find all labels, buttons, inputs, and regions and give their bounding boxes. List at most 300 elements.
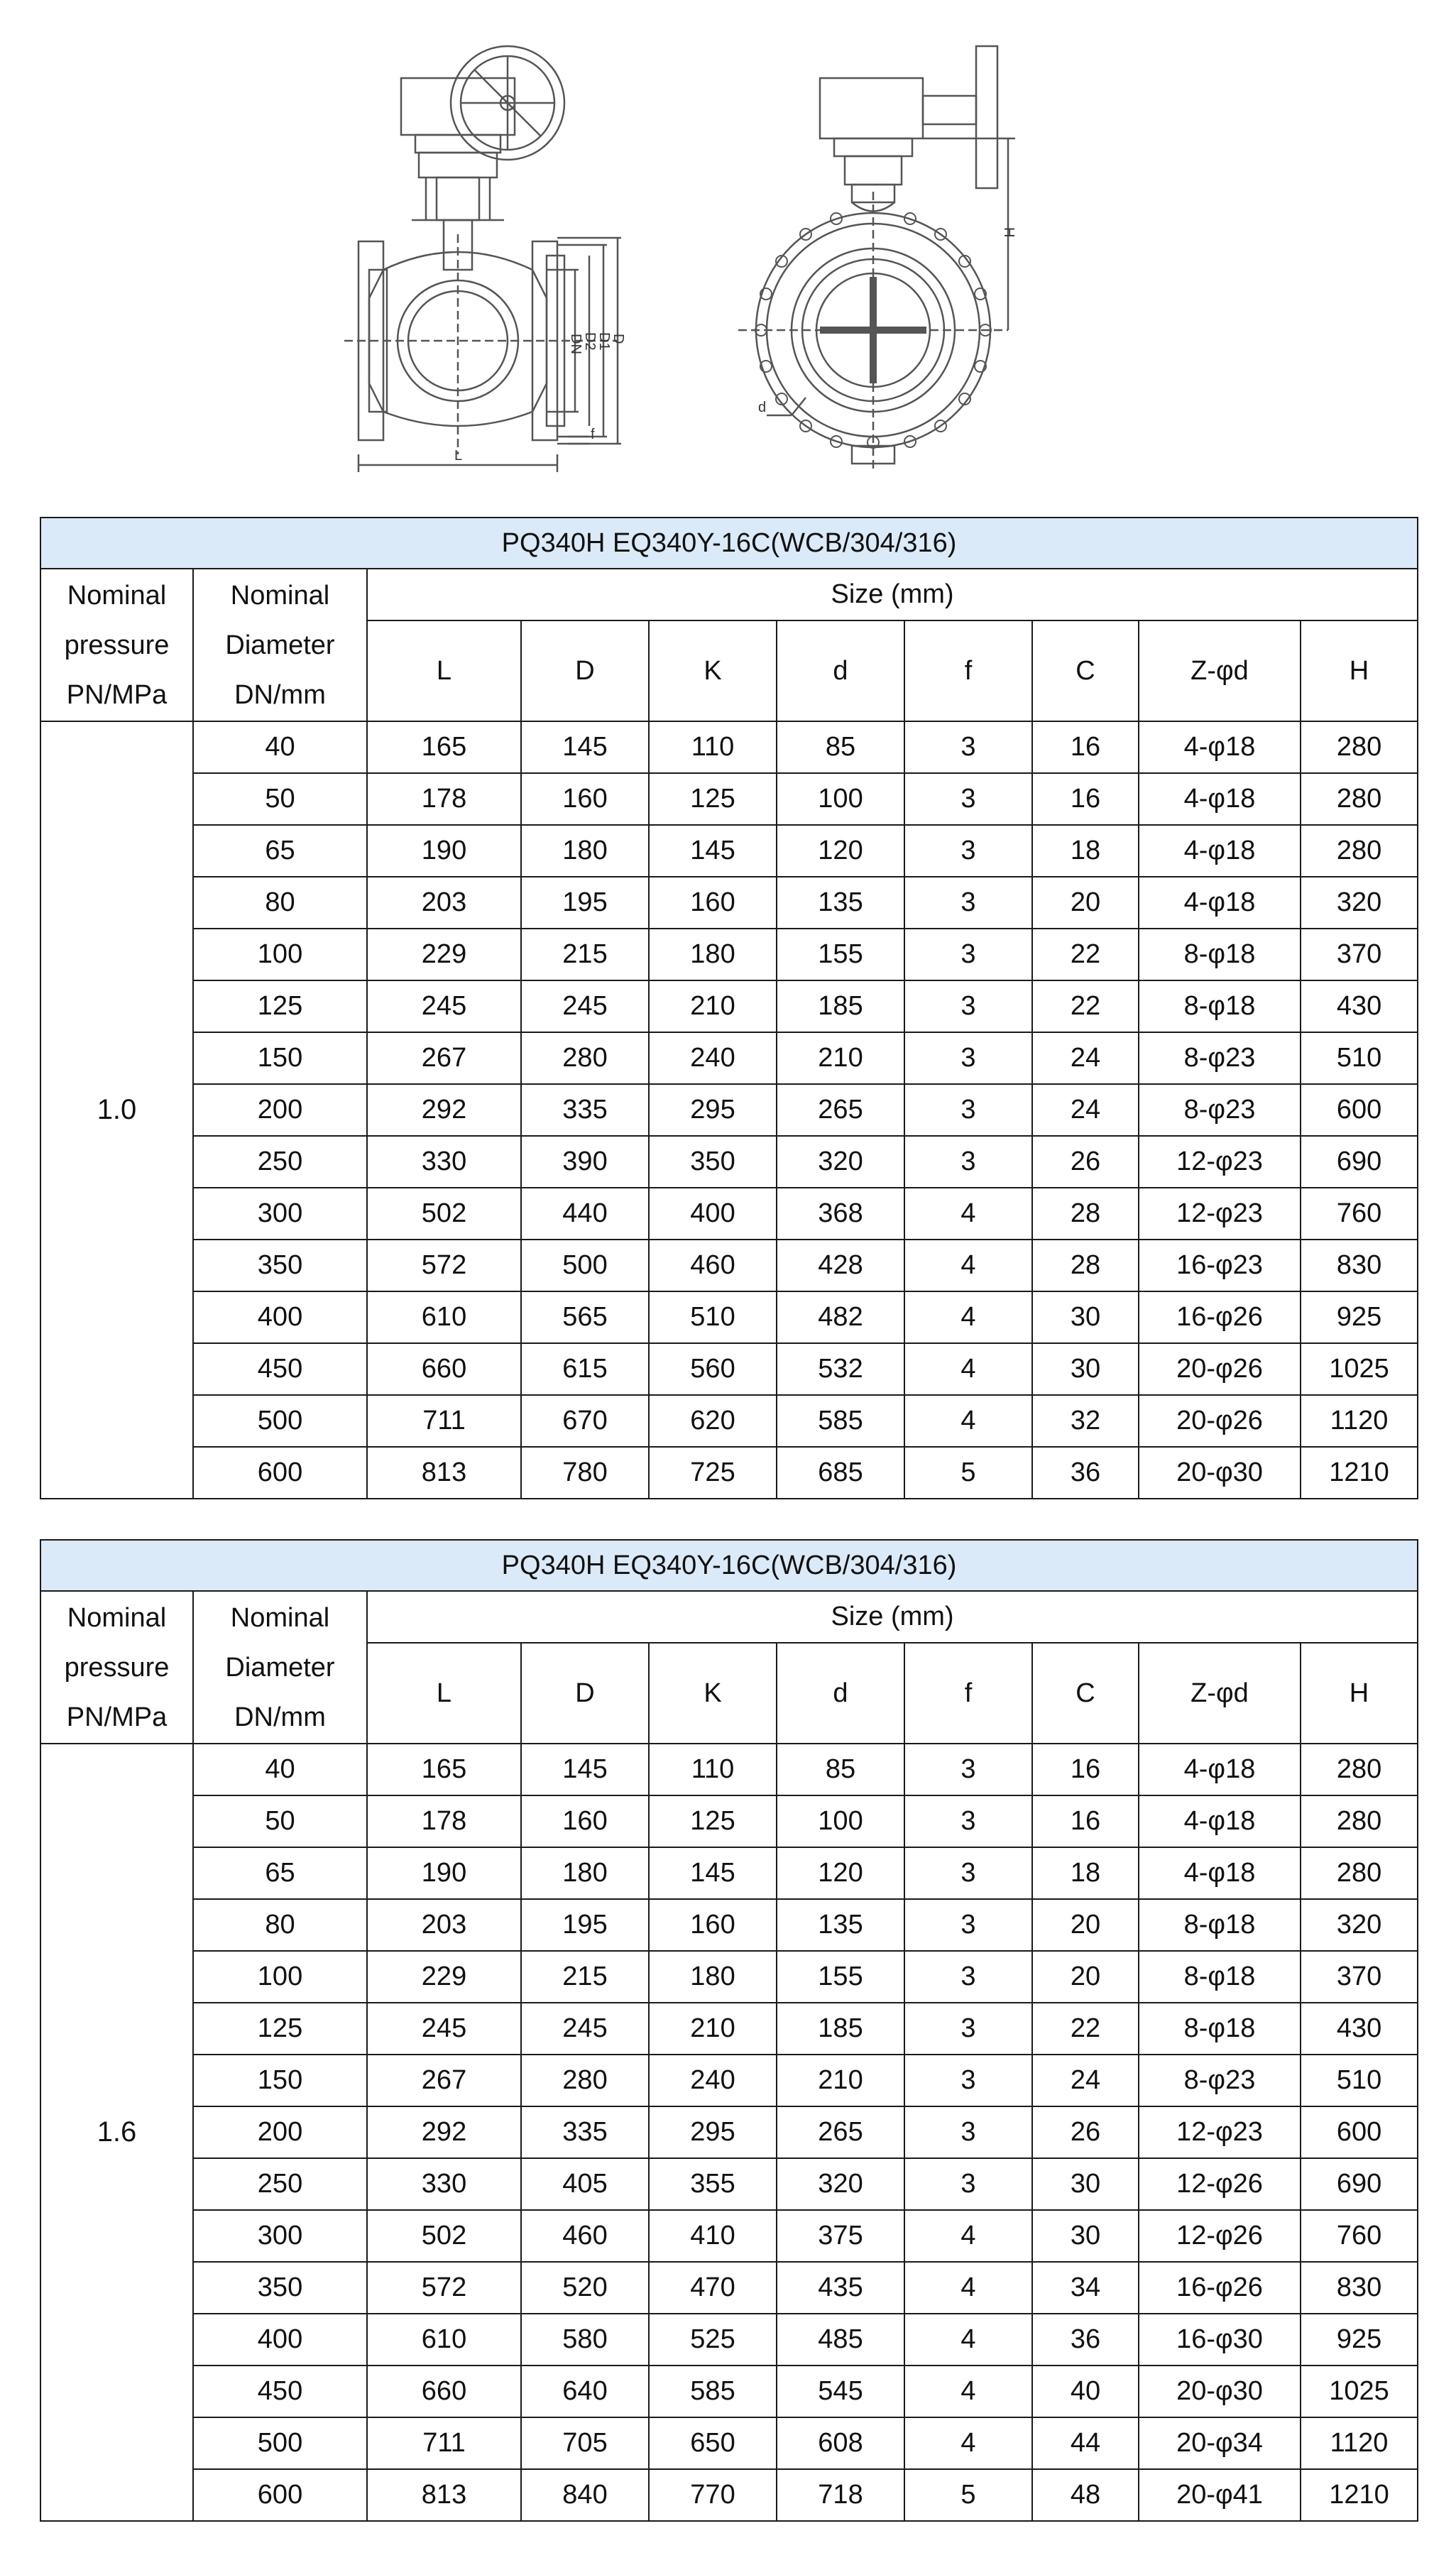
size-cell: 650 [649,2417,777,2469]
size-cell: 135 [777,877,904,929]
table-row [40,1188,1418,1240]
header-size: Size (mm) [367,1591,1418,1643]
size-cell: 1210 [1301,2469,1418,2521]
size-cell: 125 [649,1795,777,1847]
size-cell: 390 [521,1136,649,1188]
size-cell: 718 [777,2469,904,2521]
size-cell: 100 [777,773,904,825]
table-row [40,1899,1418,1951]
table-row [40,2314,1418,2366]
size-cell: 165 [367,1744,521,1795]
size-cell: 85 [777,1744,904,1795]
size-cell: 190 [367,825,521,877]
table-row [40,1951,1418,2003]
table-row [40,1395,1418,1447]
size-cell: 280 [521,1032,649,1084]
size-cell: 320 [1301,1899,1418,1951]
size-cell: 185 [777,980,904,1032]
column-header: H [1301,620,1418,721]
column-header: d [777,1643,904,1744]
size-cell: 145 [649,825,777,877]
size-cell: 770 [649,2469,777,2521]
size-cell: 5 [904,1447,1032,1499]
size-cell: 830 [1301,1240,1418,1291]
label-d: D [611,334,626,344]
diameter-cell: 250 [193,2158,367,2210]
size-cell: 180 [649,1951,777,2003]
size-cell: 12-φ23 [1139,1136,1301,1188]
size-cell: 210 [649,980,777,1032]
size-cell: 330 [367,2158,521,2210]
size-cell: 280 [1301,773,1418,825]
size-cell: 180 [521,1847,649,1899]
size-cell: 3 [904,721,1032,773]
size-cell: 12-φ26 [1139,2158,1301,2210]
size-cell: 3 [904,929,1032,980]
size-cell: 560 [649,1343,777,1395]
size-cell: 3 [904,2106,1032,2158]
size-cell: 145 [521,1744,649,1795]
size-cell: 185 [777,2003,904,2055]
diameter-cell: 300 [193,1188,367,1240]
size-cell: 32 [1032,1395,1139,1447]
size-cell: 470 [649,2262,777,2314]
size-cell: 335 [521,1084,649,1136]
size-cell: 160 [649,1899,777,1951]
label-d1: D1 [596,332,612,351]
size-cell: 280 [1301,1744,1418,1795]
column-header: Z-φd [1139,1643,1301,1744]
size-cell: 1210 [1301,1447,1418,1499]
size-cell: 482 [777,1291,904,1343]
size-cell: 780 [521,1447,649,1499]
size-cell: 440 [521,1188,649,1240]
table-row [40,1084,1418,1136]
size-cell: 690 [1301,2158,1418,2210]
size-cell: 24 [1032,1084,1139,1136]
size-cell: 190 [367,1847,521,1899]
size-cell: 178 [367,773,521,825]
size-cell: 125 [649,773,777,825]
column-header: C [1032,1643,1139,1744]
size-cell: 110 [649,1744,777,1795]
size-cell: 100 [777,1795,904,1847]
size-cell: 430 [1301,2003,1418,2055]
diameter-cell: 150 [193,2055,367,2106]
size-cell: 3 [904,877,1032,929]
disc-cross [820,277,926,383]
header-nominal-pressure: Nominal pressure PN/MPa [40,569,193,721]
table-row [40,2003,1418,2055]
size-cell: 510 [1301,1032,1418,1084]
size-cell: 585 [777,1395,904,1447]
size-cell: 245 [367,980,521,1032]
size-cell: 4 [904,2210,1032,2262]
size-cell: 925 [1301,1291,1418,1343]
diameter-cell: 150 [193,1032,367,1084]
size-cell: 813 [367,2469,521,2521]
size-cell: 705 [521,2417,649,2469]
size-cell: 615 [521,1343,649,1395]
size-cell: 3 [904,1899,1032,1951]
size-cell: 4 [904,1395,1032,1447]
size-cell: 265 [777,1084,904,1136]
size-cell: 155 [777,929,904,980]
size-cell: 350 [649,1136,777,1188]
size-cell: 670 [521,1395,649,1447]
diameter-cell: 200 [193,1084,367,1136]
size-cell: 585 [649,2366,777,2417]
table-row [40,721,1418,773]
size-cell: 24 [1032,2055,1139,2106]
size-cell: 760 [1301,2210,1418,2262]
diameter-cell: 40 [193,721,367,773]
size-cell: 3 [904,2055,1032,2106]
size-cell: 292 [367,1084,521,1136]
size-cell: 245 [521,980,649,1032]
diameter-cell: 250 [193,1136,367,1188]
table-row [40,773,1418,825]
size-cell: 4-φ18 [1139,773,1301,825]
diameter-cell: 450 [193,2366,367,2417]
size-cell: 8-φ18 [1139,929,1301,980]
diameter-cell: 450 [193,1343,367,1395]
diameter-cell: 40 [193,1744,367,1795]
size-cell: 26 [1032,2106,1139,2158]
size-cell: 500 [521,1240,649,1291]
header-nominal-diameter: Nominal Diameter DN/mm [193,569,367,721]
size-cell: 16-φ26 [1139,2262,1301,2314]
size-cell: 280 [1301,1847,1418,1899]
diameter-cell: 100 [193,929,367,980]
size-cell: 8-φ23 [1139,1084,1301,1136]
size-cell: 600 [1301,2106,1418,2158]
table-row [40,1795,1418,1847]
size-cell: 40 [1032,2366,1139,2417]
size-cell: 16 [1032,1744,1139,1795]
size-cell: 229 [367,929,521,980]
header-nominal-diameter: Nominal Diameter DN/mm [193,1591,367,1744]
label-h: H [1001,227,1017,238]
size-cell: 600 [1301,1084,1418,1136]
size-cell: 195 [521,877,649,929]
size-cell: 4 [904,2314,1032,2366]
size-cell: 610 [367,2314,521,2366]
size-cell: 368 [777,1188,904,1240]
end-view [738,46,1015,469]
size-cell: 20-φ30 [1139,1447,1301,1499]
size-cell: 36 [1032,2314,1139,2366]
column-header: D [521,1643,649,1744]
size-cell: 4-φ18 [1139,1795,1301,1847]
table-row [40,2366,1418,2417]
size-cell: 840 [521,2469,649,2521]
label-f: f [591,427,595,442]
size-cell: 295 [649,1084,777,1136]
size-cell: 400 [649,1188,777,1240]
size-cell: 610 [367,1291,521,1343]
size-cell: 430 [1301,980,1418,1032]
size-cell: 280 [1301,721,1418,773]
table-row [40,877,1418,929]
size-cell: 22 [1032,929,1139,980]
size-cell: 3 [904,2003,1032,2055]
size-cell: 4 [904,1291,1032,1343]
table-title: PQ340H EQ340Y-16C(WCB/304/316) [40,518,1418,569]
size-cell: 330 [367,1136,521,1188]
size-cell: 525 [649,2314,777,2366]
size-cell: 160 [521,1795,649,1847]
pressure-cell: 1.0 [40,721,193,1499]
size-cell: 3 [904,980,1032,1032]
size-cell: 1120 [1301,1395,1418,1447]
size-cell: 502 [367,1188,521,1240]
size-cell: 30 [1032,2210,1139,2262]
size-cell: 20-φ26 [1139,1343,1301,1395]
size-cell: 229 [367,1951,521,2003]
size-cell: 48 [1032,2469,1139,2521]
size-cell: 3 [904,825,1032,877]
size-cell: 410 [649,2210,777,2262]
diameter-cell: 125 [193,980,367,1032]
size-cell: 135 [777,1899,904,1951]
diameter-cell: 600 [193,1447,367,1499]
size-cell: 195 [521,1899,649,1951]
size-cell: 245 [521,2003,649,2055]
size-cell: 3 [904,773,1032,825]
diameter-cell: 400 [193,1291,367,1343]
size-cell: 16-φ30 [1139,2314,1301,2366]
size-cell: 3 [904,1951,1032,2003]
diameter-cell: 50 [193,773,367,825]
size-cell: 267 [367,2055,521,2106]
size-cell: 660 [367,1343,521,1395]
size-cell: 165 [367,721,521,773]
pressure-cell: 1.6 [40,1744,193,2521]
size-cell: 545 [777,2366,904,2417]
size-cell: 85 [777,721,904,773]
size-cell: 8-φ18 [1139,980,1301,1032]
size-cell: 20 [1032,1899,1139,1951]
size-cell: 5 [904,2469,1032,2521]
size-cell: 4 [904,2417,1032,2469]
size-cell: 16-φ26 [1139,1291,1301,1343]
diameter-cell: 600 [193,2469,367,2521]
diameter-cell: 50 [193,1795,367,1847]
size-cell: 3 [904,2158,1032,2210]
spec-table-pn-1-0 [40,517,1418,1499]
size-cell: 925 [1301,2314,1418,2366]
size-cell: 265 [777,2106,904,2158]
column-header: d [777,620,904,721]
size-cell: 20-φ26 [1139,1395,1301,1447]
size-cell: 1025 [1301,1343,1418,1395]
header-size: Size (mm) [367,569,1418,620]
size-cell: 36 [1032,1447,1139,1499]
table-row [40,1240,1418,1291]
size-cell: 120 [777,825,904,877]
size-cell: 180 [521,825,649,877]
table-title: PQ340H EQ340Y-16C(WCB/304/316) [40,1540,1418,1591]
table-row [40,1847,1418,1899]
size-cell: 4 [904,2262,1032,2314]
size-cell: 4 [904,1240,1032,1291]
table-row [40,1744,1418,1795]
size-cell: 20-φ34 [1139,2417,1301,2469]
diameter-cell: 350 [193,2262,367,2314]
size-cell: 335 [521,2106,649,2158]
size-cell: 16-φ23 [1139,1240,1301,1291]
size-cell: 355 [649,2158,777,2210]
size-cell: 245 [367,2003,521,2055]
size-cell: 3 [904,1744,1032,1795]
size-cell: 20-φ30 [1139,2366,1301,2417]
column-header: K [649,1643,777,1744]
diameter-cell: 65 [193,1847,367,1899]
size-cell: 240 [649,2055,777,2106]
size-cell: 280 [521,2055,649,2106]
size-cell: 830 [1301,2262,1418,2314]
valve-technical-drawing [0,0,1456,497]
spec-table-pn-1-6 [40,1539,1418,2522]
size-cell: 685 [777,1447,904,1499]
size-cell: 8-φ18 [1139,1899,1301,1951]
diameter-cell: 100 [193,1951,367,2003]
size-cell: 12-φ23 [1139,1188,1301,1240]
size-cell: 12-φ23 [1139,2106,1301,2158]
table-row [40,2210,1418,2262]
table-row [40,980,1418,1032]
diameter-cell: 350 [193,1240,367,1291]
diameter-cell: 300 [193,2210,367,2262]
table-row [40,1032,1418,1084]
table-row [40,2158,1418,2210]
size-cell: 160 [521,773,649,825]
size-cell: 405 [521,2158,649,2210]
size-cell: 620 [649,1395,777,1447]
size-cell: 203 [367,877,521,929]
column-header: f [904,620,1032,721]
size-cell: 435 [777,2262,904,2314]
size-cell: 120 [777,1847,904,1899]
size-cell: 8-φ18 [1139,2003,1301,2055]
size-cell: 160 [649,877,777,929]
size-cell: 1120 [1301,2417,1418,2469]
size-cell: 460 [649,1240,777,1291]
size-cell: 572 [367,2262,521,2314]
diameter-cell: 80 [193,1899,367,1951]
size-cell: 370 [1301,929,1418,980]
diameter-cell: 400 [193,2314,367,2366]
diameter-cell: 500 [193,1395,367,1447]
size-cell: 565 [521,1291,649,1343]
size-cell: 8-φ23 [1139,2055,1301,2106]
label-hole-d: d [758,400,767,415]
size-cell: 320 [1301,877,1418,929]
size-cell: 428 [777,1240,904,1291]
diameter-cell: 125 [193,2003,367,2055]
size-cell: 4 [904,2366,1032,2417]
table-row [40,929,1418,980]
size-cell: 24 [1032,1032,1139,1084]
size-cell: 34 [1032,2262,1139,2314]
size-cell: 28 [1032,1188,1139,1240]
size-cell: 18 [1032,825,1139,877]
size-cell: 4-φ18 [1139,721,1301,773]
size-cell: 660 [367,2366,521,2417]
size-cell: 608 [777,2417,904,2469]
size-cell: 30 [1032,2158,1139,2210]
size-cell: 520 [521,2262,649,2314]
column-header: H [1301,1643,1418,1744]
size-cell: 4-φ18 [1139,1744,1301,1795]
size-cell: 4-φ18 [1139,825,1301,877]
label-d2: D2 [582,332,598,351]
size-cell: 813 [367,1447,521,1499]
size-cell: 22 [1032,2003,1139,2055]
size-cell: 18 [1032,1847,1139,1899]
size-cell: 320 [777,1136,904,1188]
table-row [40,2469,1418,2521]
size-cell: 180 [649,929,777,980]
size-cell: 370 [1301,1951,1418,2003]
size-cell: 30 [1032,1291,1139,1343]
size-cell: 295 [649,2106,777,2158]
size-cell: 4 [904,1188,1032,1240]
size-cell: 178 [367,1795,521,1847]
size-cell: 3 [904,1136,1032,1188]
column-header: K [649,620,777,721]
size-cell: 4-φ18 [1139,877,1301,929]
table-row [40,825,1418,877]
column-header: L [367,620,521,721]
size-cell: 580 [521,2314,649,2366]
size-cell: 210 [649,2003,777,2055]
size-cell: 485 [777,2314,904,2366]
size-cell: 3 [904,1795,1032,1847]
size-cell: 16 [1032,773,1139,825]
table-row [40,1136,1418,1188]
size-cell: 460 [521,2210,649,2262]
size-cell: 203 [367,1899,521,1951]
table-row [40,2106,1418,2158]
column-header: C [1032,620,1139,721]
size-cell: 240 [649,1032,777,1084]
size-cell: 20 [1032,1951,1139,2003]
size-cell: 8-φ23 [1139,1032,1301,1084]
size-cell: 510 [1301,2055,1418,2106]
size-cell: 280 [1301,1795,1418,1847]
size-cell: 215 [521,1951,649,2003]
table-row [40,2262,1418,2314]
diameter-cell: 500 [193,2417,367,2469]
size-cell: 155 [777,1951,904,2003]
size-cell: 572 [367,1240,521,1291]
size-cell: 292 [367,2106,521,2158]
size-cell: 30 [1032,1343,1139,1395]
size-cell: 690 [1301,1136,1418,1188]
column-header: Z-φd [1139,620,1301,721]
size-cell: 16 [1032,721,1139,773]
size-cell: 210 [777,1032,904,1084]
size-cell: 215 [521,929,649,980]
size-cell: 210 [777,2055,904,2106]
side-view [344,46,621,472]
diameter-cell: 65 [193,825,367,877]
size-cell: 502 [367,2210,521,2262]
size-cell: 280 [1301,825,1418,877]
table-row [40,2417,1418,2469]
